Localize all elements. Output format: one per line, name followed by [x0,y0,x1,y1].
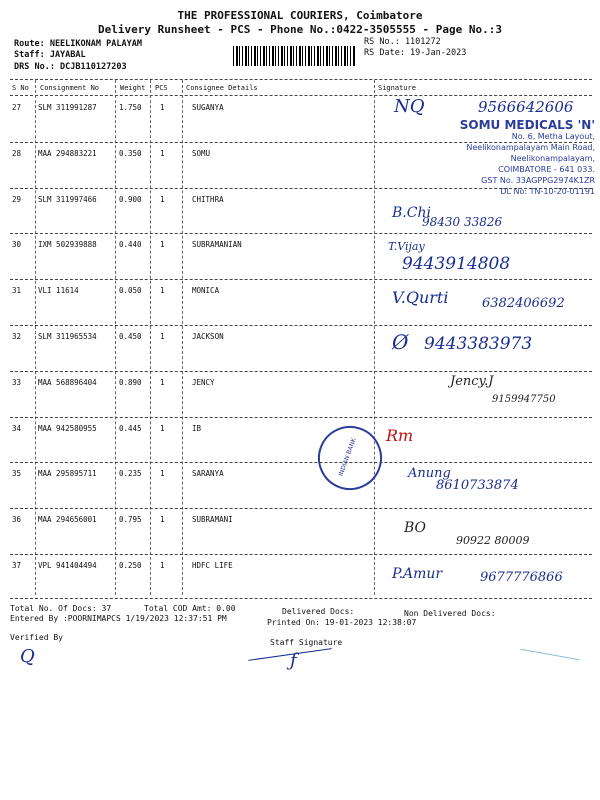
signature-34: Rm [386,426,414,445]
row-pcs: 1 [160,515,165,525]
row-rule [10,554,592,555]
header-rule [10,79,592,80]
row-weight: 0.350 [119,148,142,158]
row-pcs: 1 [160,286,165,296]
phone-35: 8610733874 [436,478,519,493]
divider-weight [150,80,151,595]
divider-sig [374,80,375,595]
entered-by: Entered By :POORNIMAPCS 1/19/2023 12:37:51 PM [10,614,227,623]
row-consignment: SLM 311965534 [38,332,97,341]
row-consignee: SARANYA [192,469,224,479]
row-consignee: SUBRAMANI [192,515,233,525]
staff-signature-label: Staff Signature [270,638,343,647]
col-sno: S No [12,84,29,92]
row-weight: 0.050 [119,286,142,296]
row-consignment: VLI 11614 [38,286,79,296]
verified-by: Verified By [10,633,63,642]
signature-37: P.Amur [392,566,443,582]
total-cod: Total COD Amt: 0.00 [144,604,236,613]
row-pcs: 1 [160,194,165,204]
row-sno: 37 [12,561,22,570]
footer-rule [10,598,592,599]
col-pcs: PCS [155,84,168,92]
row-rule [10,279,592,280]
row-consignment: IXM 502939888 [38,240,97,250]
signature-32: Ø [392,330,409,354]
row-consignee: HDFC LIFE [192,561,233,570]
row-sno: 29 [12,194,22,204]
row-pcs: 1 [160,469,165,479]
phone-37: 9677776866 [480,570,563,585]
row-sno: 28 [12,148,22,158]
row-rule [10,233,592,234]
row-consignment: MAA 295895711 [38,469,97,479]
row-weight: 0.440 [119,240,142,250]
row-rule [10,462,592,463]
pharmacy-stamp: SOMU MEDICALS 'N' No. 6, Metha Layout, Neelikonampalayam Main Road, Neelikonampalayam, COIMBATORE - 641 033. GST No. 33AGPPG2974K1ZR DL No: TN-10-20-01191 [459,118,595,196]
row-consignment: MAA 568896404 [38,377,97,387]
row-rule [10,325,592,326]
row-consignment: VPL 941404494 [38,561,97,570]
row-consignee: SOMU [192,148,211,158]
row-pcs: 1 [160,240,165,250]
route-label: Route: NEELIKONAM PALAYAM [14,39,142,49]
row-weight: 0.890 [119,377,142,387]
row-consignment: SLM 311997466 [38,194,97,204]
row-consignment: MAA 294883221 [38,148,97,158]
row-weight: 0.250 [119,561,142,570]
signature-30: T.Vijay [388,240,425,253]
staff-signature: ƒ [290,650,297,671]
row-weight: 0.235 [119,469,142,479]
row-weight: 0.900 [119,194,142,204]
staff-label: Staff: JAYABAL [14,50,86,60]
row-sno: 30 [12,240,22,250]
row-sno: 33 [12,377,22,387]
row-pcs: 1 [160,332,165,341]
non-delivered-docs: Non Delivered Docs: [404,609,496,618]
signature-35: Anung [408,466,451,481]
rs-no: RS No.: 1101272 [364,37,441,47]
bank-stamp: INDIAN BANK [309,417,391,499]
row-weight: 1.750 [119,103,142,112]
phone-27: 9566642606 [478,98,574,116]
row-sno: 36 [12,515,22,525]
company-title: THE PROFESSIONAL COURIERS, Coimbatore [177,9,423,22]
drs-label: DRS No.: DCJB110127203 [14,62,127,72]
col-weight: Weight [120,84,146,92]
col-consignment: Consignment No [40,84,100,92]
row-pcs: 1 [160,148,165,158]
row-consignment: MAA 942580955 [38,423,97,433]
row-pcs: 1 [160,377,165,387]
phone-32: 9443383973 [424,334,533,354]
phone-33: 9159947750 [492,394,556,405]
row-consignee: CHITHRA [192,194,224,204]
signature-36: BO [404,520,427,536]
row-pcs: 1 [160,561,165,570]
printed-on: Printed On: 19-01-2023 12:38:07 [267,618,417,627]
verifier-signature: Q [20,646,35,667]
row-weight: 0.795 [119,515,142,525]
phone-30: 9443914808 [402,254,511,274]
phone-31: 6382406692 [482,296,565,311]
phone-36: 90922 80009 [456,534,530,547]
col-signature: Signature [378,84,416,92]
signature-29: B.Chi [392,205,431,221]
row-consignee: JENCY [192,377,215,387]
col-consignee: Consignee Details [186,84,258,92]
divider-cons [115,80,116,595]
row-consignee: SUGANYA [192,103,224,112]
total-docs: Total No. Of Docs: 37 [10,604,112,613]
divider-sno [35,80,36,595]
pencil-mark [520,649,579,660]
row-pcs: 1 [160,423,165,433]
row-sno: 27 [12,103,22,112]
row-weight: 0.445 [119,423,142,433]
runsheet-title: Delivery Runsheet - PCS - Phone No.:0422-3505555 - Page No.:3 [98,23,502,36]
row-sno: 35 [12,469,22,479]
row-sno: 34 [12,423,22,433]
colhead-rule [10,95,592,96]
row-consignment: SLM 311991287 [38,103,97,112]
signature-31: V.Qurti [392,288,449,307]
row-weight: 0.450 [119,332,142,341]
phone-29: 98430 33826 [422,215,503,229]
delivered-docs: Delivered Docs: [282,607,355,616]
row-sno: 31 [12,286,22,296]
row-consignee: IB [192,423,202,433]
row-consignee: SUBRAMANIAN [192,240,242,250]
row-sno: 32 [12,332,22,341]
row-rule [10,371,592,372]
row-consignment: MAA 294656001 [38,515,97,525]
divider-pcs [182,80,183,595]
row-consignee: MONICA [192,286,220,296]
row-rule [10,508,592,509]
row-rule [10,417,592,418]
row-consignee: JACKSON [192,332,224,341]
barcode [233,46,355,66]
signature-33: Jency.J [450,374,494,389]
rs-date: RS Date: 19-Jan-2023 [364,48,467,58]
row-pcs: 1 [160,103,165,112]
signature-27: NQ [394,96,425,117]
